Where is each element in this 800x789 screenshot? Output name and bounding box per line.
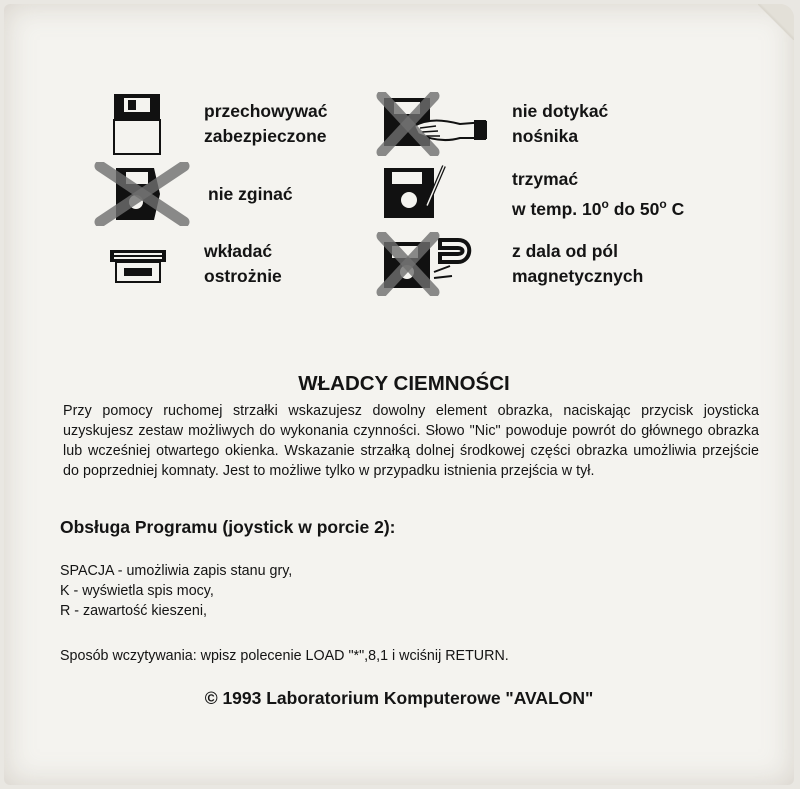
controls-heading: Obsługa Programu (joystick w porcie 2): — [60, 517, 396, 537]
care-item-away-from-magnets — [374, 232, 643, 296]
care-label: wkładać ostrożnie — [204, 241, 282, 286]
care-label-temperature — [512, 167, 684, 222]
control-line: K - wyświetla spis mocy, — [60, 583, 214, 599]
copyright-notice: © 1993 Laboratorium Komputerowe "AVALON" — [204, 688, 594, 708]
care-label-line — [512, 192, 684, 222]
care-item-temperature — [374, 162, 684, 226]
care-label: nie zginać — [208, 183, 293, 204]
temp-max-text: do 50 — [608, 198, 660, 219]
care-item-insert-carefully — [104, 232, 282, 296]
care-item-do-not-touch — [374, 92, 608, 156]
loading-instructions: Sposób wczytywania: wpisz polecenie LOAD "*",8,1 i wciśnij RETURN. — [60, 648, 509, 664]
temp-min-text: w temp. 10 — [512, 198, 602, 219]
control-line: SPACJA - umożliwia zapis stanu gry, — [60, 563, 293, 579]
care-label: z dala od pól magnetycznych — [512, 241, 644, 286]
care-item-store-protected — [104, 92, 328, 156]
hand-touching-disk-icon — [374, 92, 496, 156]
game-title: WŁADCY CIEMNOŚCI — [298, 372, 510, 395]
disk-sleeve-back — [4, 4, 794, 785]
control-line: R - zawartość kieszeni, — [60, 603, 207, 619]
care-label: nie dotykać nośnika — [512, 101, 609, 146]
degree-sign: o — [659, 196, 667, 211]
thermometer-floppy-icon — [374, 162, 496, 226]
bent-floppy-icon — [94, 162, 190, 226]
degree-sign: o — [601, 196, 609, 211]
temp-unit-text: C — [666, 198, 685, 219]
floppy-in-sleeve-icon — [104, 92, 190, 156]
game-description: Przy pomocy ruchomej strzałki wskazujesz dowolny element obrazka, naciskając przycisk joysticka uzyskujesz zestaw możliwych do wykonania czynności. Słowo "Nic" powoduje powrót do głównego obrazka lub wcześniej otwartego okienka. Wskazanie strzałką dolnej środkowej części obrazka umożliwia przejście do poprzedniej komnaty. Jest to możliwe tylko w przypadku istnienia przejścia w tył. — [63, 403, 759, 479]
insert-into-drive-icon — [104, 232, 190, 296]
care-item-do-not-bend — [94, 162, 293, 226]
care-label-line: trzymać — [512, 168, 579, 189]
care-label: przechowywać zabezpieczone — [204, 101, 328, 146]
magnet-floppy-icon — [374, 232, 496, 296]
